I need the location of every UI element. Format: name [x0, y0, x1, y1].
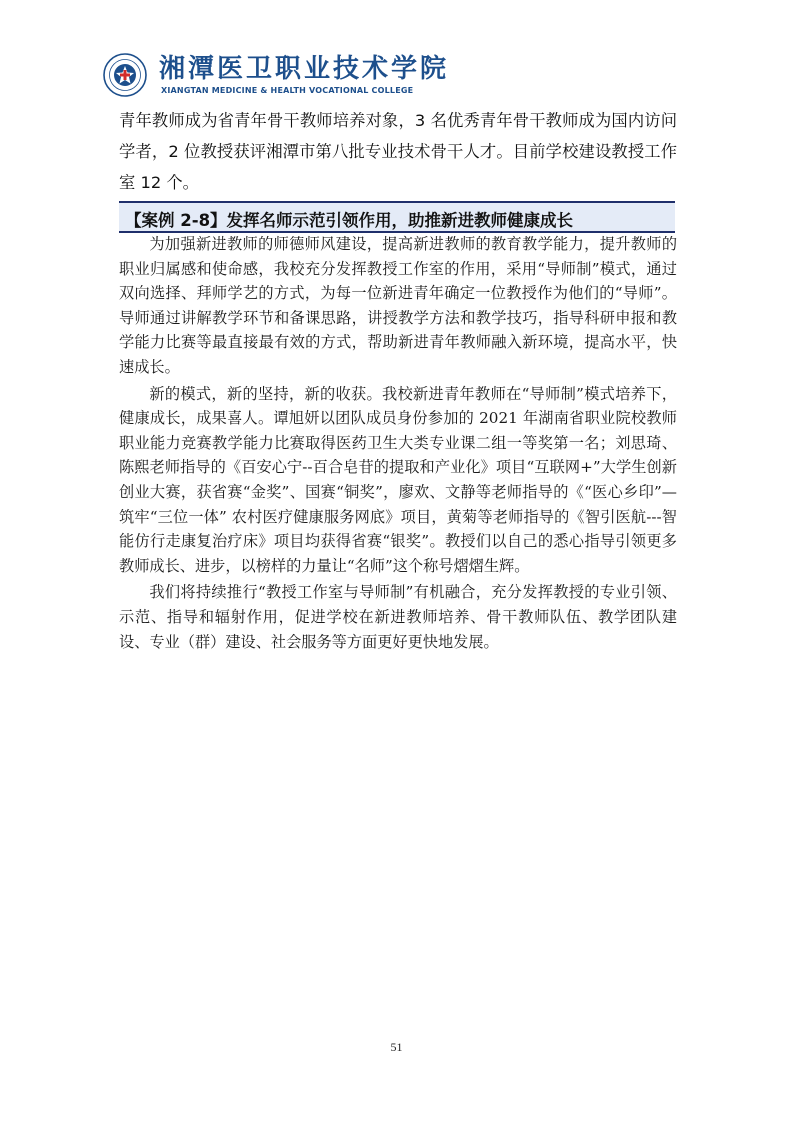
- school-name-chinese: 湘潭医卫职业技术学院: [159, 54, 450, 84]
- case-paragraph: 为加强新进教师的师德师风建设，提高新进教师的教育教学能力，提升教师的职业归属感和使命感，我校充分发挥教授工作室的作用，采用“导师制”模式，通过双向选择、拜师学艺的方式，为每一位新进青年确定一位教授作为他们的“导师”。导师通过讲解教学环节和备课思路，讲授教学方法和教学技巧，指导科研申报和教学能力比赛等最直接最有效的方式，帮助新进青年教师融入新环境，提高水平，快速成长。: [119, 235, 677, 376]
- page-header: [103, 50, 723, 98]
- case-paragraph: 我们将持续推行“教授工作室与导师制”有机融合，充分发挥教授的专业引领、示范、指导和辐射作用，促进学校在新进教师培养、骨干教师队伍、教学团队建设、专业（群）建设、社会服务等方面更好更快地发展。: [119, 583, 677, 651]
- school-name-english: XIANGTAN MEDICINE & HEALTH VOCATIONAL COLLEGE: [161, 86, 414, 95]
- case-title-banner: [119, 201, 675, 233]
- case-title: 【案例 2-8】发挥名师示范引领作用，助推新进教师健康成长: [125, 211, 574, 230]
- school-emblem-logo: [103, 53, 147, 97]
- case-paragraph: 新的模式，新的坚持，新的收获。我校新进青年教师在“导师制”模式培养下，健康成长，成果喜人。谭旭妍以团队成员身份参加的 2021 年湖南省职业院校教师职业能力竞赛教学能力比赛取得医药卫生大类专业课二组一等奖第一名；刘思琦、陈熙老师指导的《百安心宁--百合皂苷的提取和产业化》项目“互联网+”大学生创新创业大赛，获省赛“金奖”、国赛“铜奖”，廖欢、文静等老师指导的《“医心乡印”— 筑牢“三位一体” 农村医疗健康服务网底》项目，黄菊等老师指导的《智引医航---智能仿行走康复治疗床》项目均获得省赛“银奖”。教授们以自己的悉心指导引领更多教师成长、进步，以榜样的力量让“名师”这个称号熠熠生辉。: [119, 384, 677, 575]
- page-number: 51: [390, 1040, 403, 1054]
- intro-paragraph: 青年教师成为省青年骨干教师培养对象，3 名优秀青年骨干教师成为国内访问学者，2 位教授获评湘潭市第八批专业技术骨干人才。目前学校建设教授工作室 12 个。: [119, 111, 677, 192]
- case-body: [119, 232, 677, 656]
